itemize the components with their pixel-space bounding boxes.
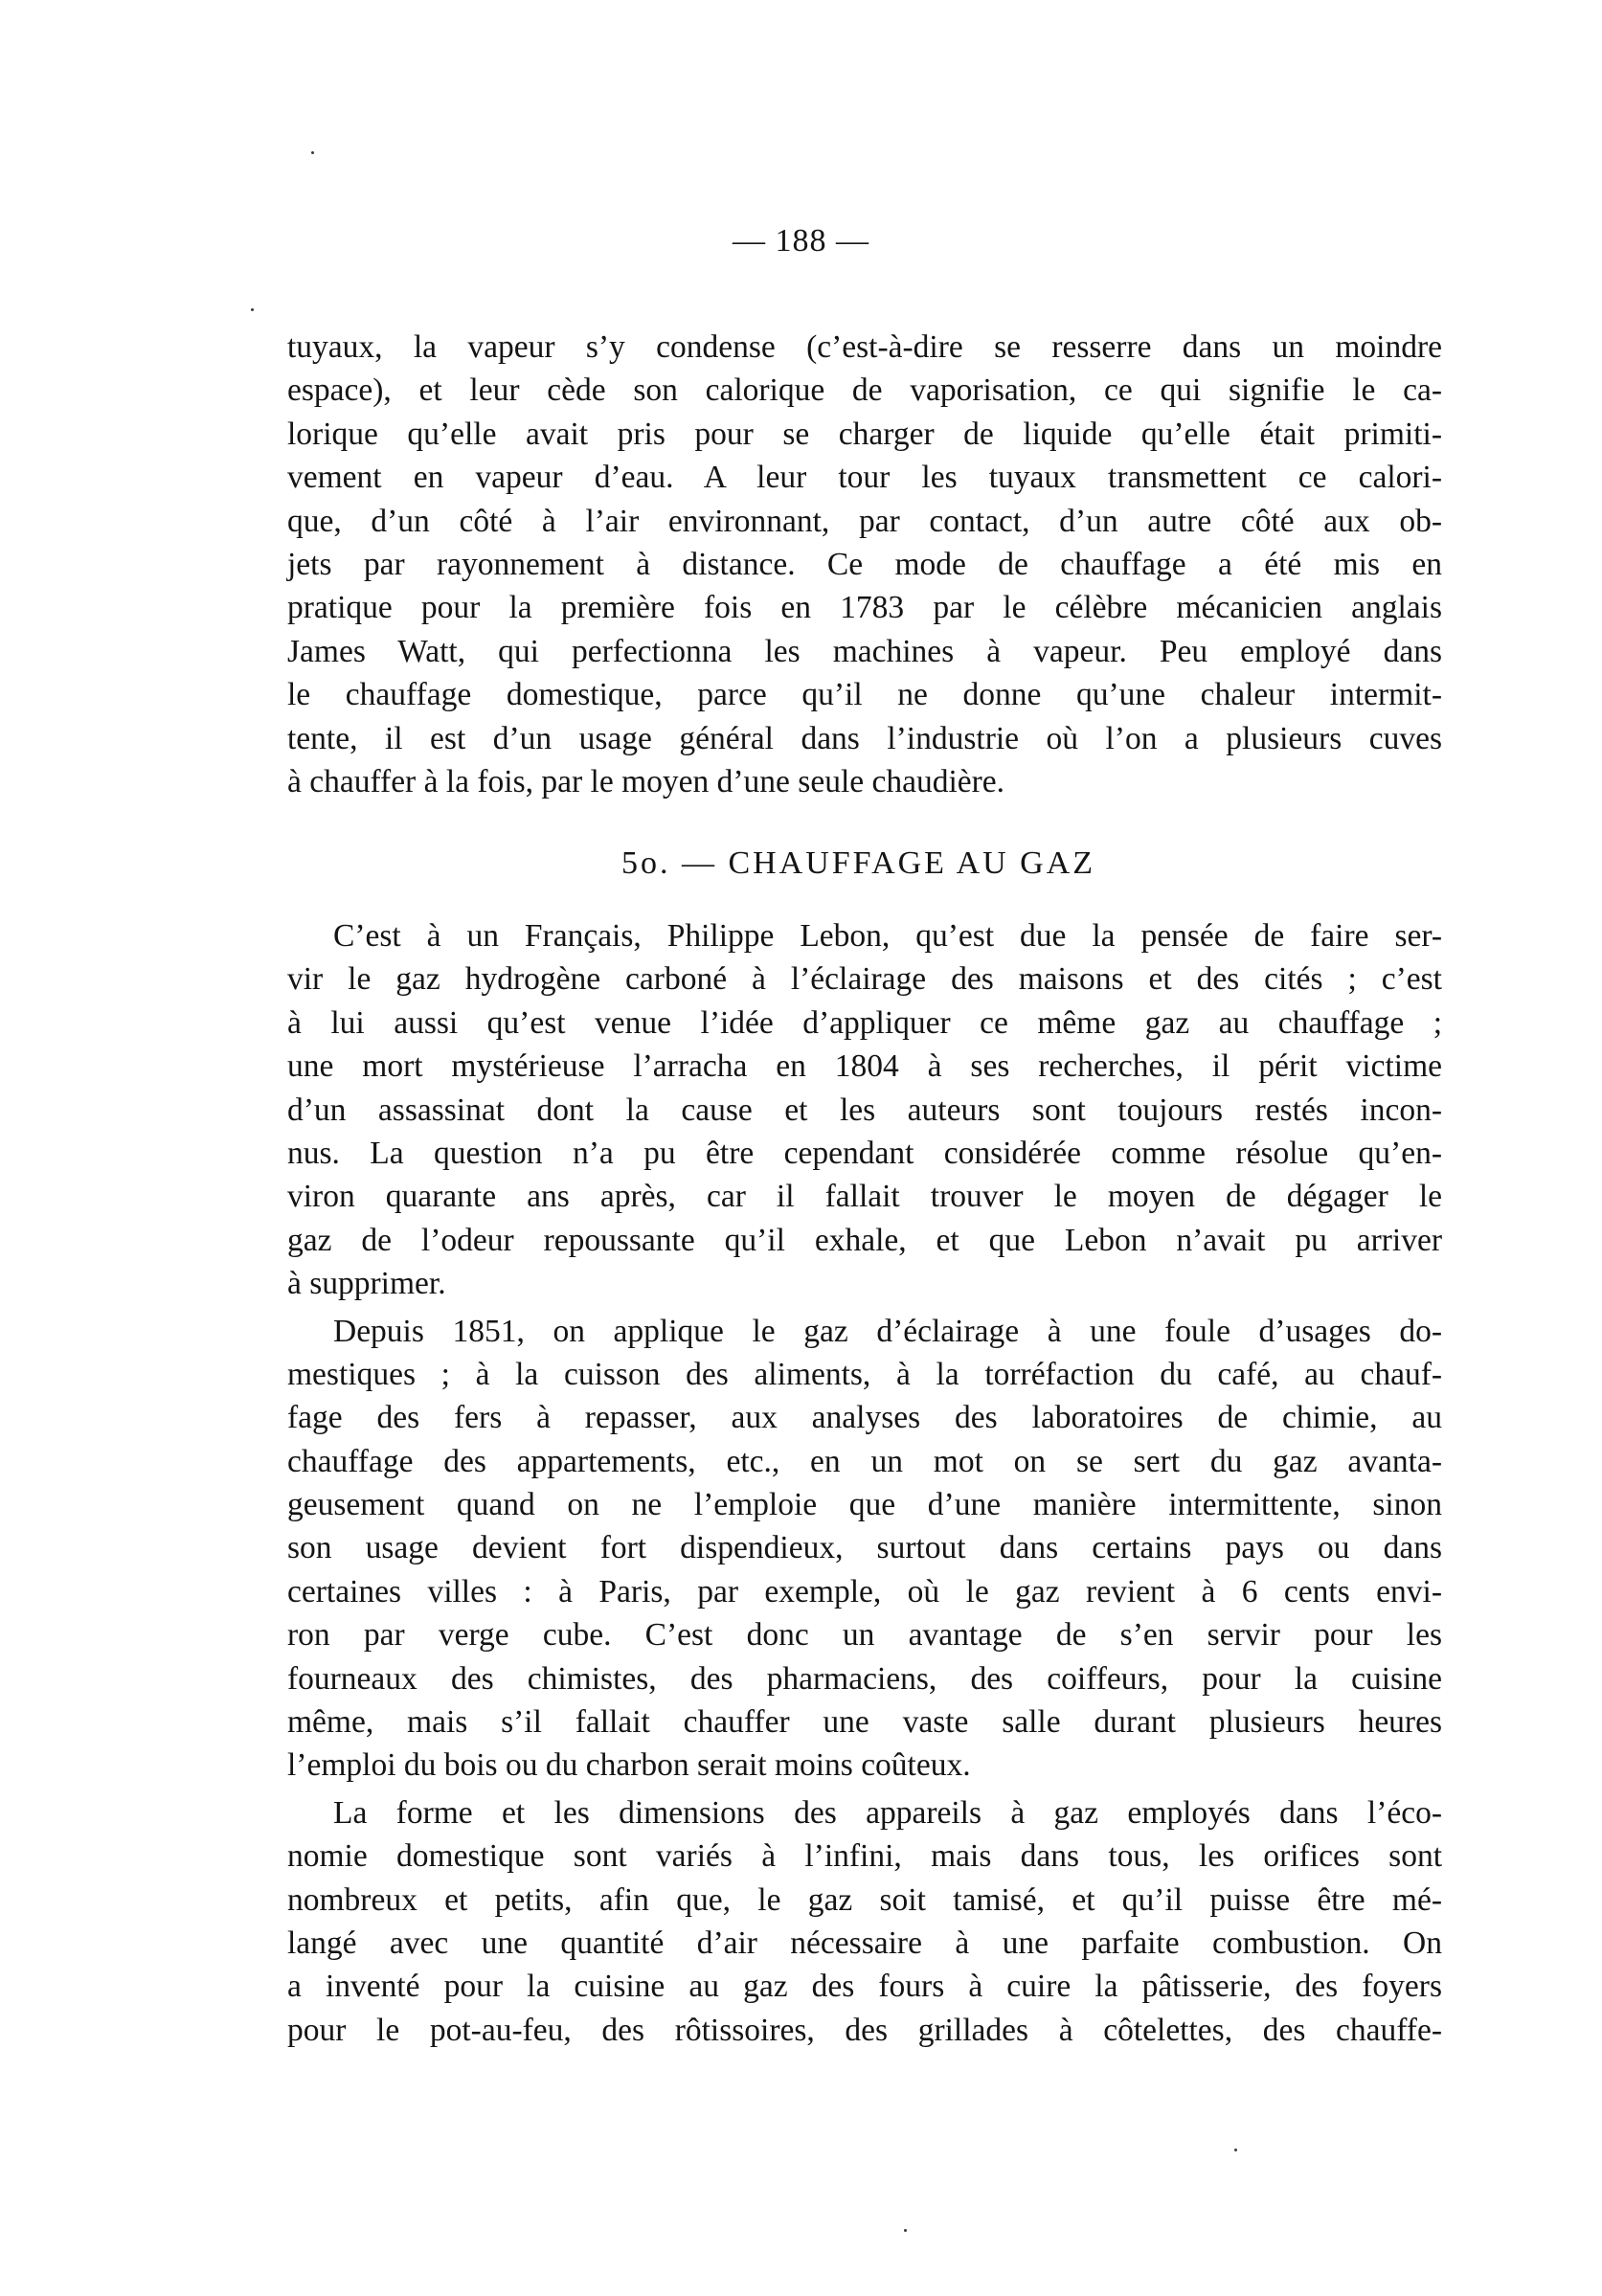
text-line: vement en vapeur d’eau. A leur tour les tuyaux transmettent ce calori- [287, 460, 1442, 496]
text-line: que, d’un côté à l’air environnant, par contact, d’un autre côté aux ob- [287, 503, 1442, 539]
text-line: à supprimer. [287, 1266, 446, 1302]
text-line: à chauffer à la fois, par le moyen d’une seule chaudière. [287, 763, 1005, 799]
text-line: pratique pour la première fois en 1783 par le célèbre mécanicien anglais [287, 590, 1442, 626]
text-line: fage des fers à repasser, aux analyses des laboratoires de chimie, au [287, 1400, 1442, 1436]
text-line: nus. La question n’a pu être cependant considérée comme résolue qu’en- [287, 1135, 1442, 1171]
text-line: nombreux et petits, afin que, le gaz soit tamisé, et qu’il puisse être mé- [287, 1881, 1442, 1918]
text-line: geusement quand on ne l’emploie que d’une manière intermittente, sinon [287, 1487, 1442, 1523]
text-line: lorique qu’elle avait pris pour se charger de liquide qu’elle était primiti- [287, 416, 1442, 452]
page-speck [311, 151, 314, 154]
text-line: langé avec une quantité d’air nécessaire à une parfaite combustion. On [287, 1925, 1442, 1961]
text-line: James Watt, qui perfectionna les machines à vapeur. Peu employé dans [287, 633, 1442, 669]
text-line: fourneaux des chimistes, des pharmaciens, des coiffeurs, pour la cuisine [287, 1660, 1442, 1697]
text-line: ron par verge cube. C’est donc un avantage de s’en servir pour les [287, 1617, 1442, 1654]
paragraph-lebon [287, 914, 1442, 1306]
text-line: certaines villes : à Paris, par exemple, où le gaz revient à 6 cents envi- [287, 1573, 1442, 1609]
text-line: Depuis 1851, on applique le gaz d’éclairage à une foule d’usages do- [333, 1313, 1442, 1349]
text-line: le chauffage domestique, parce qu’il ne donne qu’une chaleur intermit- [287, 677, 1442, 713]
text-line: à lui aussi qu’est venue l’idée d’appliquer ce même gaz au chauffage ; [287, 1004, 1442, 1041]
text-line: viron quarante ans après, car il fallait trouver le moyen de dégager le [287, 1179, 1442, 1215]
text-line: tuyaux, la vapeur s’y condense (c’est-à-dire se resserre dans un moindre [287, 329, 1442, 365]
text-line: même, mais s’il fallait chauffer une vaste salle durant plusieurs heures [287, 1704, 1442, 1741]
page-number: — 188 — [733, 223, 869, 259]
text-line: gaz de l’odeur repoussante qu’il exhale, et que Lebon n’avait pu arriver [287, 1222, 1442, 1258]
page-speck [904, 2229, 907, 2232]
text-line: nomie domestique sont variés à l’infini, mais dans tous, les orifices sont [287, 1838, 1442, 1875]
section-body [287, 914, 1442, 2052]
text-line: d’un assassinat dont la cause et les auteurs sont toujours restés incon- [287, 1092, 1442, 1128]
text-line: jets par rayonnement à distance. Ce mode de chauffage a été mis en [287, 546, 1442, 582]
paragraph-gas-uses [287, 1310, 1442, 1788]
text-line: pour le pot-au-feu, des rôtissoires, des grillades à côtelettes, des chauffe- [287, 2012, 1442, 2048]
text-line: vir le gaz hydrogène carboné à l’éclairage des maisons et des cités ; c’est [287, 961, 1442, 998]
text-line: tente, il est d’un usage général dans l’industrie où l’on a plusieurs cuves [287, 720, 1442, 756]
paragraph-gas-appliances [287, 1791, 1442, 2052]
text-line: chauffage des appartements, etc., en un mot on se sert du gaz avanta- [287, 1443, 1442, 1479]
section-heading: 5o. — CHAUFFAGE AU GAZ [620, 845, 1096, 881]
page-speck [1234, 2149, 1237, 2151]
text-line: l’emploi du bois ou du charbon serait moins coûteux. [287, 1747, 971, 1784]
paragraph-steam-heating [287, 326, 1442, 803]
text-line: a inventé pour la cuisine au gaz des fours à cuire la pâtisserie, des foyers [287, 1969, 1442, 2005]
text-line: espace), et leur cède son calorique de vaporisation, ce qui signifie le ca- [287, 372, 1442, 409]
text-line: mestiques ; à la cuisson des aliments, à la torréfaction du café, au chauf- [287, 1356, 1442, 1392]
text-line: son usage devient fort dispendieux, surtout dans certains pays ou dans [287, 1530, 1442, 1566]
page-speck [251, 308, 254, 311]
text-line: une mort mystérieuse l’arracha en 1804 à ses recherches, il périt victime [287, 1048, 1442, 1085]
text-line: C’est à un Français, Philippe Lebon, qu’est due la pensée de faire ser- [333, 918, 1442, 954]
text-line: La forme et les dimensions des appareils à gaz employés dans l’éco- [333, 1794, 1442, 1831]
